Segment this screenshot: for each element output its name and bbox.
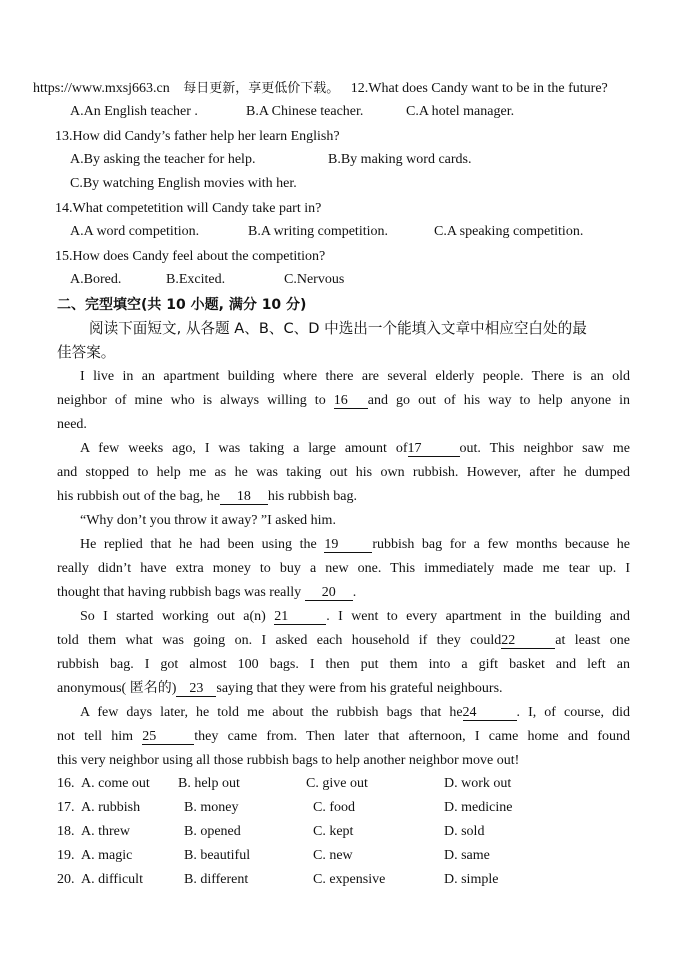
passage-line: need. [57, 417, 87, 432]
option-c: C. expensive [313, 872, 386, 887]
blank-20: 20 [305, 585, 353, 601]
blank-16: 16 [334, 393, 368, 409]
blank-21: 21 [274, 609, 326, 625]
passage-line: this very neighbor using all those rubbish bags to help another neighbor move out! [57, 753, 520, 768]
option-d: D. sold [444, 824, 485, 839]
option-a: A. difficult [81, 872, 143, 887]
option-b: B. beautiful [184, 848, 251, 863]
question-13-stem: 13.How did Candy’s father help her learn English? [55, 129, 340, 144]
option-b: B. opened [184, 824, 241, 839]
passage-line: “Why don’t you throw it away? ”I asked him. [80, 513, 336, 528]
option-a: A. rubbish [81, 800, 141, 815]
header-line [33, 80, 608, 98]
question-14-stem: 14.What competetition will Candy take part in? [55, 201, 322, 216]
q13-option-c: C.By watching English movies with her. [70, 176, 297, 191]
section-instruction-line2: 佳答案。 [57, 344, 116, 361]
blank-22: 22 [501, 633, 555, 649]
q12-option-c: C.A hotel manager. [406, 104, 515, 119]
option-c: C. food [313, 800, 355, 815]
passage-line: and stopped to help me as he was taking out his own rubbish. However, after he dumped [57, 465, 630, 480]
option-d: D. work out [444, 776, 512, 791]
blank-19: 19 [324, 537, 372, 553]
option-d: D. medicine [444, 800, 513, 815]
passage-line: A few weeks ago, I was taking a large amount of17 out. This neighbor saw me [80, 441, 630, 456]
option-d: D. same [444, 848, 490, 863]
passage-line: rubbish bag. I got almost 100 bags. I then put them into a gift basket and left an [57, 657, 630, 672]
option-a: A. threw [81, 824, 130, 839]
blank-23: 23 [176, 681, 216, 697]
q14-option-b: B.A writing competition. [248, 224, 388, 239]
option-c: C. kept [313, 824, 354, 839]
option-c: C. give out [306, 776, 368, 791]
blank-25: 25 [142, 729, 194, 745]
blank-24: 24 [463, 705, 517, 721]
option-b: B. help out [178, 776, 240, 791]
option-d: D. simple [444, 872, 499, 887]
blank-18: 18 [220, 489, 268, 505]
q14-option-a: A.A word competition. [70, 224, 200, 239]
section-instruction-line1: 阅读下面短文, 从各题 A、B、C、D 中选出一个能填入文章中相应空白处的最 [89, 320, 587, 337]
passage-line: told them what was going on. I asked each household if they could22 at least one [57, 633, 630, 648]
q15-option-b: B.Excited. [166, 272, 226, 287]
option-b: B. money [184, 800, 239, 815]
passage-line: I live in an apartment building where there are several elderly people. There is an old [80, 369, 630, 384]
q15-option-c: C.Nervous [284, 272, 345, 287]
q15-option-a: A.Bored. [70, 272, 122, 287]
question-12-stem: 12.What does Candy want to be in the future? [350, 81, 608, 96]
option-number: 17. [57, 800, 75, 815]
passage-line: A few days later, he told me about the rubbish bags that he24 . I, of course, did [80, 705, 630, 720]
option-number: 18. [57, 824, 75, 839]
option-c: C. new [313, 848, 353, 863]
q12-option-b: B.A Chinese teacher. [246, 104, 364, 119]
passage-line: neighbor of mine who is always willing to 16 and go out of his way to help anyone in [57, 393, 631, 408]
q14-option-c: C.A speaking competition. [434, 224, 584, 239]
option-a: A. magic [81, 848, 133, 863]
passage-line: not tell him 25 they came from. Then later that afternoon, I came home and found [57, 729, 630, 744]
section-title: 二、完型填空(共 10 小题, 满分 10 分) [57, 297, 307, 313]
passage-line: really didn’t have extra money to buy a new one. This immediately made me tear up. I [57, 561, 630, 576]
q13-option-a: A.By asking the teacher for help. [70, 152, 256, 167]
q12-option-a: A.An English teacher . [70, 104, 198, 119]
site-url: https://www.mxsj663.cn [33, 81, 170, 96]
blank-17: 17 [408, 441, 460, 457]
question-15-stem: 15.How does Candy feel about the competition? [55, 249, 326, 264]
passage-line: He replied that he had been using the 19 rubbish bag for a few months because he [80, 537, 631, 552]
option-a: A. come out [81, 776, 150, 791]
passage-line: So I started working out a(n) 21 . I went to every apartment in the building and [80, 609, 631, 624]
passage-line: thought that having rubbish bags was really 20 . [57, 585, 357, 600]
passage-line: anonymous( 匿名的) 23 saying that they were from his grateful neighbours. [57, 681, 503, 696]
site-slogan: 每日更新，享更低价下载。 [183, 81, 340, 96]
passage-line: his rubbish out of the bag, he 18 his rubbish bag. [57, 489, 357, 504]
option-number: 19. [57, 848, 75, 863]
option-b: B. different [184, 872, 249, 887]
option-number: 20. [57, 872, 75, 887]
q13-option-b: B.By making word cards. [328, 152, 472, 167]
option-number: 16. [57, 776, 75, 791]
